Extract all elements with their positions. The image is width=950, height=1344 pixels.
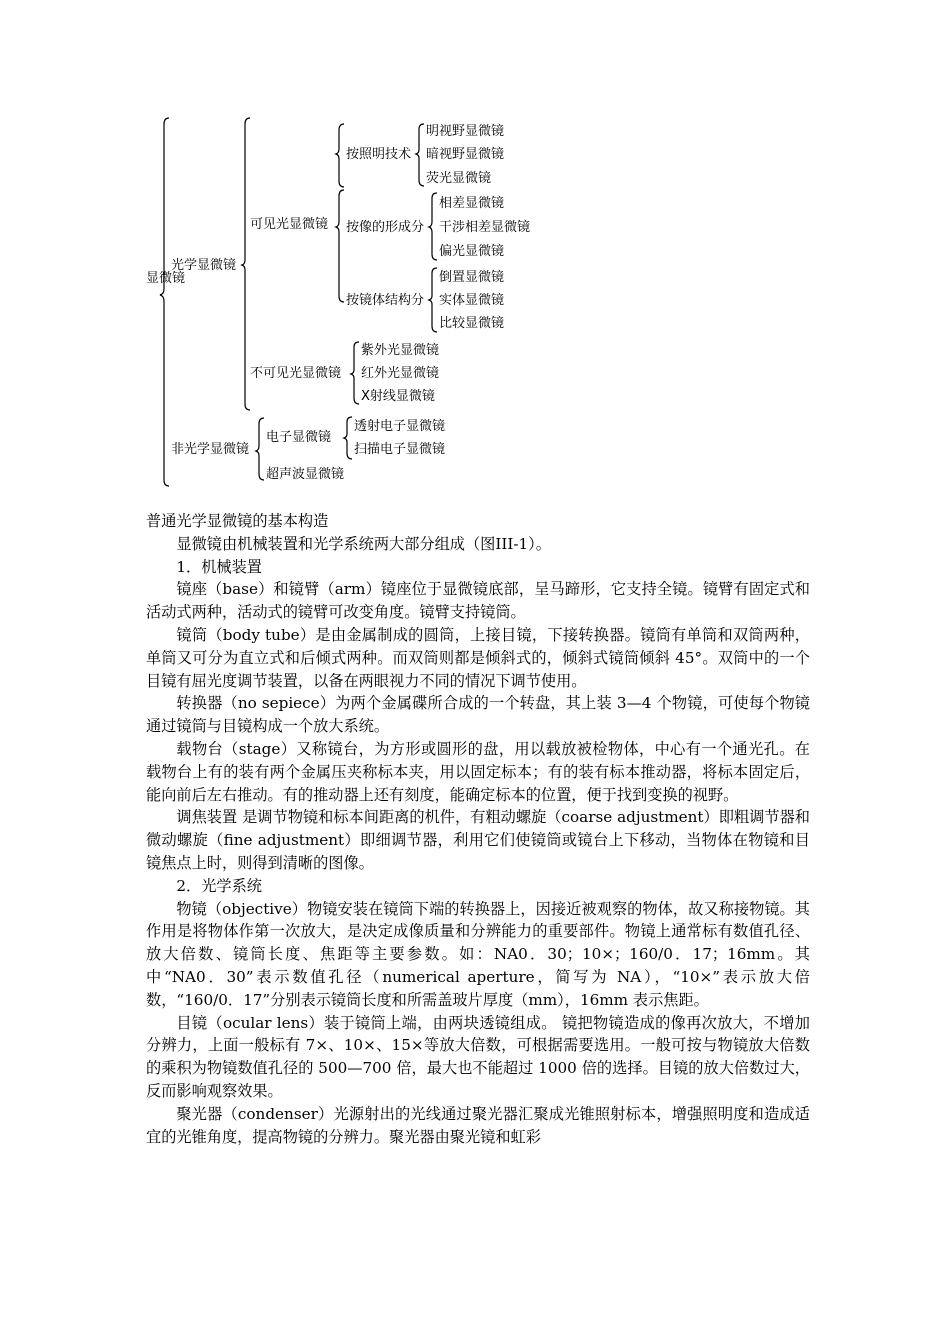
- tree-by-imaging-label: 按像的形成分: [346, 220, 425, 235]
- tree-ultrasonic-label: 超声波显微镜: [266, 467, 345, 482]
- tree-non-optical-label: 非光学显微镜: [171, 442, 250, 457]
- tree-electron-label: 电子显微镜: [266, 430, 332, 445]
- tree-comparison-label: 比较显微镜: [439, 316, 505, 331]
- tree-scanning-label: 扫描电子显微镜: [354, 442, 446, 457]
- tree-root-label: 显微镜: [146, 271, 186, 286]
- intro-paragraph: 显微镜由机械装置和光学系统两大部分组成（图III-1）。: [176, 534, 551, 553]
- paragraph-condenser: 聚光器（condenser）光源射出的光线通过聚光器汇聚成光锥照射标本，增强照明度和造成适宜的光锥角度，提高物镜的分辨力。聚光器由聚光镜和虹彩: [146, 1104, 810, 1146]
- section-heading-optical: 2．光学系统: [176, 876, 262, 895]
- document-title: 普通光学显微镜的基本构造: [146, 512, 329, 530]
- tree-transmission-label: 透射电子显微镜: [354, 419, 446, 434]
- tree-polarizing-label: 偏光显微镜: [439, 244, 505, 259]
- paragraph-nosepiece: 转换器（no sepiece）为两个金属碟所合成的一个转盘，其上装 3—4 个物镜，可使每个物镜通过镜筒与目镜构成一个放大系统。: [146, 694, 810, 736]
- tree-interference-label: 干涉相差显微镜: [439, 220, 531, 235]
- paragraph-stage: 载物台（stage）又称镜台，为方形或圆形的盘，用以载放被检物体，中心有一个通光孔。在载物台上有的装有两个金属压夹称标本夹，用以固定标本；有的装有标本推动器，将标本固定后，能向前后左右推动。有的推动器上还有刻度，能确定标本的位置，便于找到变换的视野。: [146, 739, 810, 804]
- tree-optical-label: 光学显微镜: [171, 258, 237, 273]
- paragraph-body-tube: 镜筒（body tube）是由金属制成的圆筒，上接目镜，下接转换器。镜筒有单筒和双筒两种，单筒又可分为直立式和后倾式两种。而双筒则都是倾斜式的，倾斜式镜筒倾斜 45°。双筒中的一个目镜有屈光度调节装置，以备在两眼视力不同的情况下调节使用。: [146, 625, 810, 690]
- tree-infrared-label: 红外光显微镜: [361, 366, 440, 381]
- paragraph-objective: 物镜（objective）物镜安装在镜筒下端的转换器上，因接近被观察的物体，故又称接物镜。其作用是将物体作第一次放大，是决定成像质量和分辨能力的重要部件。物镜上通常标有数值孔径、放大倍数、镜筒长度、焦距等主要参数。如：NA0．30；10×；160/0．17；16mm。其中“NA0．30”表示数值孔径（numerical aperture，简写为 NA），“10×”表示放大倍数，“160/0．17”分别表示镜筒长度和所需盖玻片厚度（mm），16mm 表示焦距。: [146, 899, 810, 1009]
- tree-stereo-label: 实体显微镜: [439, 293, 505, 308]
- tree-inverted-label: 倒置显微镜: [439, 270, 505, 285]
- tree-visible-label: 可见光显微镜: [250, 217, 329, 232]
- tree-phase-contrast-label: 相差显微镜: [439, 196, 505, 211]
- tree-fluorescence-label: 荧光显微镜: [426, 171, 492, 186]
- tree-invisible-label: 不可见光显微镜: [250, 366, 342, 381]
- section-heading-mechanical: 1．机械装置: [176, 557, 262, 576]
- tree-by-structure-label: 按镜体结构分: [346, 293, 425, 308]
- microscope-classification-tree: [0, 0, 950, 500]
- paragraph-base-arm: 镜座（base）和镜臂（arm）镜座位于显微镜底部，呈马蹄形，它支持全镜。镜臂有固定式和活动式两种，活动式的镜臂可改变角度。镜臂支持镜筒。: [146, 580, 810, 622]
- tree-bright-field-label: 明视野显微镜: [426, 124, 505, 139]
- tree-xray-label: X射线显微镜: [361, 389, 435, 404]
- paragraph-focus: 调焦装置 是调节物镜和标本间距离的机件，有粗动螺旋（coarse adjustment）即粗调节器和微动螺旋（fine adjustment）即细调节器，利用它们使镜筒或镜台上下移动，当物体在物镜和目镜焦点上时，则得到清晰的图像。: [146, 808, 810, 872]
- tree-ultraviolet-label: 紫外光显微镜: [361, 343, 440, 358]
- document-body: [146, 510, 810, 1148]
- tree-by-lighting-label: 按照明技术: [346, 147, 412, 162]
- tree-dark-field-label: 暗视野显微镜: [426, 147, 505, 162]
- paragraph-ocular: 目镜（ocular lens）装于镜筒上端，由两块透镜组成。 镜把物镜造成的像再次放大，不增加分辨力，上面一般标有 7×、10×、15×等放大倍数，可根据需要选用。一般可按与物镜放大倍数的乘积为物镜数值孔径的 500—700 倍，最大也不能超过 1000 倍的选择。目镜的放大倍数过大，反而影响观察效果。: [146, 1013, 810, 1100]
